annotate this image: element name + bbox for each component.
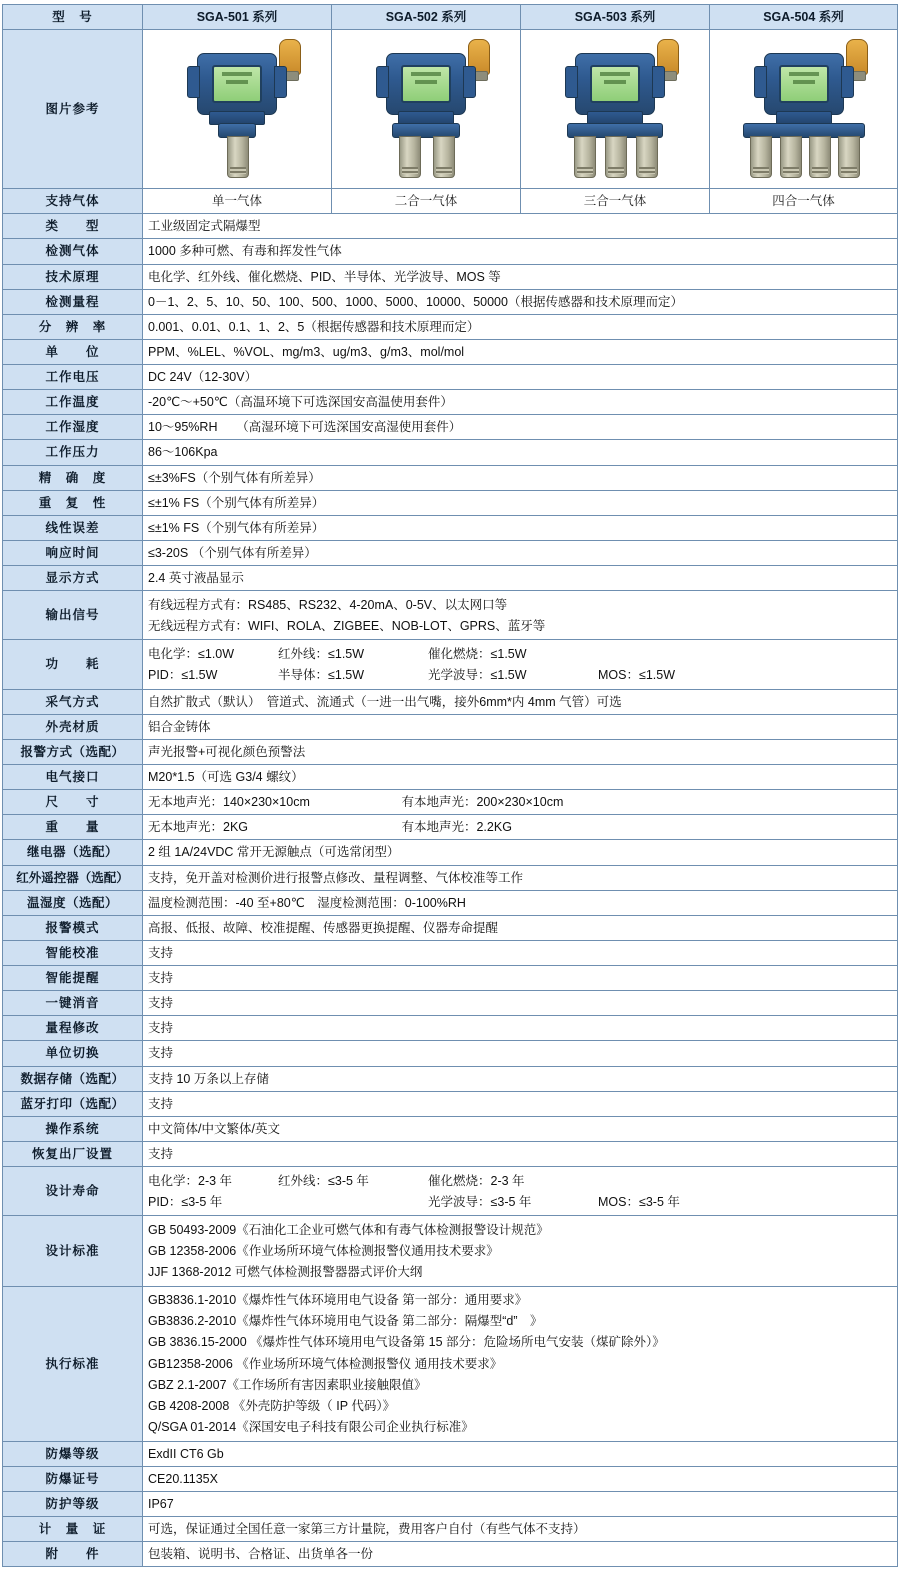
detector-body [575,53,655,115]
gas-support-501: 单一气体 [143,189,332,214]
row-value [143,1167,898,1216]
spec-row-output-signal [3,591,898,640]
gas-support-row [3,189,898,214]
row-label: 显示方式 [3,566,143,591]
spec-row-power [3,640,898,689]
spec-row-alarm-modes [3,915,898,940]
spec-row-voltage [3,365,898,390]
spec-row-explosion-grade [3,1441,898,1466]
header-label: 型 号 [3,5,143,30]
row-label: 分 辨 率 [3,314,143,339]
lifetime-item: 电化学：2-3 年 [148,1173,233,1188]
row-value: 铝合金铸体 [143,714,898,739]
row-label: 防爆证号 [3,1466,143,1491]
spec-row-humidity [3,415,898,440]
image-reference-label: 图片参考 [3,30,143,189]
detector-body [386,53,466,115]
row-value: 工业级固定式隔爆型 [143,214,898,239]
row-value: ≤±1% FS（个别气体有所差异） [143,490,898,515]
spec-row-housing [3,714,898,739]
lcd-screen [779,65,829,103]
spec-row-data-storage [3,1066,898,1091]
spec-row-relay [3,840,898,865]
row-value [143,790,898,815]
row-value [143,1286,898,1441]
spec-row-protection-grade [3,1491,898,1516]
gas-support-503: 三合一气体 [521,189,710,214]
row-label: 温湿度（选配） [3,890,143,915]
row-label: 输出信号 [3,591,143,640]
row-label: 单位切换 [3,1041,143,1066]
row-value [143,1216,898,1286]
spec-row-execution-standard [3,1286,898,1441]
row-label: 设计标准 [3,1216,143,1286]
power-item: 半导体：≤1.5W [278,668,365,682]
row-value: 高报、低报、故障、校准提醒、传感器更换提醒、仪器寿命提醒 [143,915,898,940]
row-label: 采气方式 [3,689,143,714]
design-standard-item: GB 50493-2009《石油化工企业可燃气体和有毒气体检测报警设计规范》 [148,1222,549,1237]
spec-row-weight [3,815,898,840]
spec-row-resolution [3,314,898,339]
row-value: 电化学、红外线、催化燃烧、PID、半导体、光学波导、MOS 等 [143,264,898,289]
row-label: 检测量程 [3,289,143,314]
row-label: 智能校准 [3,940,143,965]
row-label: 报警模式 [3,915,143,940]
spec-row-metrology-cert [3,1516,898,1541]
row-label: 工作温度 [3,390,143,415]
detector-body [764,53,844,115]
lifetime-line-1 [148,1170,892,1191]
row-label: 量程修改 [3,1016,143,1041]
weight-with-alarm: 有本地声光：2.2KG [401,820,512,835]
lifetime-item: MOS：≤3-5 年 [598,1194,680,1209]
output-wired: 有线远程方式有：RS485、RS232、4-20mA、0-5V、以太网口等 [148,597,508,612]
lifetime-item: 光学波导：≤3-5 年 [428,1194,532,1209]
row-label: 工作电压 [3,365,143,390]
lcd-screen [212,65,262,103]
row-value: 0－1、2、5、10、50、100、500、1000、5000、10000、50000（根据传感器和技术原理而定） [143,289,898,314]
row-value [143,591,898,640]
power-line-1 [148,643,892,664]
row-value: IP67 [143,1491,898,1516]
execution-standard-item: GB3836.2-2010《爆炸性气体环境用电气设备 第二部分：隔爆型“d” 》 [148,1314,543,1329]
dimension-with-alarm: 有本地声光：200×230×10cm [401,795,564,810]
spec-row-detect-gas [3,239,898,264]
spec-row-electrical-interface [3,765,898,790]
row-value: 10～95%RH （高湿环境下可选深国安高湿使用套件） [143,415,898,440]
row-label: 外壳材质 [3,714,143,739]
spec-row-principle [3,264,898,289]
row-value: 支持 [143,1141,898,1166]
row-value: 声光报警+可视化颜色预警法 [143,739,898,764]
execution-standard-item: GB 3836.15-2000 《爆炸性气体环境用电气设备第 15 部分：危险场所电气安装（煤矿除外）》 [148,1335,665,1350]
spec-row-range-modify [3,1016,898,1041]
sensor-probe [750,136,772,178]
row-value: 可选，保证通过全国任意一家第三方计量院，费用客户自付（有些气体不支持） [143,1516,898,1541]
model-503: SGA-503 系列 [521,5,710,30]
execution-standard-item: GB3836.1-2010《爆炸性气体环境用电气设备 第一部分：通用要求》 [148,1293,528,1308]
execution-standard-item: Q/SGA 01-2014《深国安电子科技有限公司企业执行标准》 [148,1419,474,1434]
detector-illustration-504 [724,35,884,183]
row-value: 温度检测范围：-40 至+80℃ 湿度检测范围：0-100%RH [143,890,898,915]
sensor-probe [433,136,455,178]
row-value: 支持 [143,966,898,991]
power-item: PID：≤1.5W [148,668,218,682]
row-label: 附 件 [3,1542,143,1567]
model-501: SGA-501 系列 [143,5,332,30]
product-image-501 [143,30,332,189]
spec-row-type [3,214,898,239]
spec-row-sampling [3,689,898,714]
row-value: 2.4 英寸液晶显示 [143,566,898,591]
product-image-503 [521,30,710,189]
model-504: SGA-504 系列 [710,5,898,30]
image-reference-row [3,30,898,189]
row-label: 防护等级 [3,1491,143,1516]
row-label: 技术原理 [3,264,143,289]
sensor-probe [605,136,627,178]
sensor-probe [574,136,596,178]
spec-row-unit-switch [3,1041,898,1066]
spec-row-smart-calibration [3,940,898,965]
lcd-screen [401,65,451,103]
spec-row-explosion-cert [3,1466,898,1491]
row-label: 功 耗 [3,640,143,689]
spec-row-temp-humidity [3,890,898,915]
spec-row-unit [3,339,898,364]
row-value: PPM、%LEL、%VOL、mg/m3、ug/m3、g/m3、mol/mol [143,339,898,364]
row-value: 1000 多种可燃、有毒和挥发性气体 [143,239,898,264]
spec-row-accuracy [3,465,898,490]
spec-row-temperature [3,390,898,415]
spec-row-response-time [3,540,898,565]
row-value: 支持 [143,1041,898,1066]
row-label: 防爆等级 [3,1441,143,1466]
design-standard-item: GB 12358-2006《作业场所环境气体检测报警仪通用技术要求》 [148,1243,499,1258]
row-label: 恢复出厂设置 [3,1141,143,1166]
row-value: CE20.1135X [143,1466,898,1491]
row-value: 自然扩散式（默认） 管道式、流通式（一进一出气嘴，接外6mm*内 4mm 气管）可选 [143,689,898,714]
row-label: 工作湿度 [3,415,143,440]
row-label: 智能提醒 [3,966,143,991]
row-label: 继电器（选配） [3,840,143,865]
row-label: 重 量 [3,815,143,840]
output-wireless: 无线远程方式有：WIFI、ROLA、ZIGBEE、NOB-LOT、GPRS、蓝牙等 [148,618,546,633]
lifetime-item: 红外线：≤3-5 年 [278,1173,369,1188]
lifetime-item: 催化燃烧：2-3 年 [428,1173,525,1188]
spec-row-factory-reset [3,1141,898,1166]
spec-row-os [3,1116,898,1141]
row-value: ≤±1% FS（个别气体有所差异） [143,515,898,540]
gas-support-label: 支持气体 [3,189,143,214]
power-item: 电化学：≤1.0W [148,646,235,661]
spec-row-ir-remote [3,865,898,890]
row-label: 一键消音 [3,991,143,1016]
spec-row-smart-reminder [3,966,898,991]
power-item: 催化燃烧：≤1.5W [428,646,527,661]
spec-row-design-standard [3,1216,898,1286]
row-label: 电气接口 [3,765,143,790]
row-label: 操作系统 [3,1116,143,1141]
row-label: 设计寿命 [3,1167,143,1216]
row-value: -20℃～+50℃（高温环境下可选深国安高温使用套件） [143,390,898,415]
spec-row-accessories [3,1542,898,1567]
row-label: 类 型 [3,214,143,239]
product-image-502 [332,30,521,189]
detector-body [197,53,277,115]
row-label: 计 量 证 [3,1516,143,1541]
sensor-probe [636,136,658,178]
lifetime-item: PID：≤3-5 年 [148,1194,223,1209]
sensor-probe [227,136,249,178]
table-header-row [3,5,898,30]
execution-standard-item: GB 4208-2008 《外壳防护等级（ IP 代码）》 [148,1398,396,1413]
row-value: 中文简体/中文繁体/英文 [143,1116,898,1141]
row-value: 0.001、0.01、0.1、1、2、5（根据传感器和技术原理而定） [143,314,898,339]
row-value [143,815,898,840]
gas-support-502: 二合一气体 [332,189,521,214]
row-label: 红外遥控器（选配） [3,865,143,890]
row-label: 重 复 性 [3,490,143,515]
power-item: MOS：≤1.5W [598,668,676,682]
dimension-without-alarm: 无本地声光：140×230×10cm [148,795,310,810]
design-standard-item: JJF 1368-2012 可燃气体检测报警器器式评价大纲 [148,1265,423,1279]
row-value: 包装箱、说明书、合格证、出货单各一份 [143,1542,898,1567]
row-value: 支持 [143,1091,898,1116]
row-value: ≤3-20S （个别气体有所差异） [143,540,898,565]
row-label: 响应时间 [3,540,143,565]
row-value: 86～106Kpa [143,440,898,465]
row-value: 2 组 1A/24VDC 常开无源触点（可选常闭型） [143,840,898,865]
row-value: ExdII CT6 Gb [143,1441,898,1466]
sensor-probe [399,136,421,178]
sensor-probe [780,136,802,178]
product-image-504 [710,30,898,189]
row-label: 线性误差 [3,515,143,540]
lifetime-item [278,1193,428,1211]
detector-illustration-503 [535,35,695,183]
row-label: 工作压力 [3,440,143,465]
power-line-2 [148,665,892,686]
row-value: 支持 [143,940,898,965]
spec-row-lifetime [3,1167,898,1216]
row-label: 蓝牙打印（选配） [3,1091,143,1116]
spec-row-pressure [3,440,898,465]
spec-row-alarm-mode [3,739,898,764]
spec-row-mute [3,991,898,1016]
power-item: 光学波导：≤1.5W [428,668,527,682]
detector-illustration-502 [346,35,506,183]
row-label: 报警方式（选配） [3,739,143,764]
spec-row-bluetooth-print [3,1091,898,1116]
weight-without-alarm: 无本地声光：2KG [148,820,249,835]
detector-illustration-501 [157,35,317,183]
row-label: 单 位 [3,339,143,364]
row-value: M20*1.5（可选 G3/4 螺纹） [143,765,898,790]
sensor-probe [809,136,831,178]
specification-table [2,4,898,1567]
spec-row-linearity [3,515,898,540]
spec-row-dimension [3,790,898,815]
execution-standard-item: GB12358-2006 《作业场所环境气体检测报警仪 通用技术要求》 [148,1356,503,1371]
row-label: 尺 寸 [3,790,143,815]
row-label: 精 确 度 [3,465,143,490]
row-value: 支持，免开盖对检测价进行报警点修改、量程调整、气体校准等工作 [143,865,898,890]
row-value: ≤±3%FS（个别气体有所差异） [143,465,898,490]
model-502: SGA-502 系列 [332,5,521,30]
row-value: DC 24V（12-30V） [143,365,898,390]
sensor-probe [838,136,860,178]
row-value: 支持 [143,991,898,1016]
lifetime-line-2 [148,1191,892,1212]
row-label: 检测气体 [3,239,143,264]
spec-row-repeatability [3,490,898,515]
row-label: 数据存储（选配） [3,1066,143,1091]
execution-standard-item: GBZ 2.1-2007《工作场所有害因素职业接触限值》 [148,1377,427,1392]
row-value [143,640,898,689]
row-label: 执行标准 [3,1286,143,1441]
lcd-screen [590,65,640,103]
spec-row-display [3,566,898,591]
gas-support-504: 四合一气体 [710,189,898,214]
power-item: 红外线：≤1.5W [278,646,365,661]
row-value: 支持 [143,1016,898,1041]
row-value: 支持 10 万条以上存储 [143,1066,898,1091]
spec-row-range [3,289,898,314]
